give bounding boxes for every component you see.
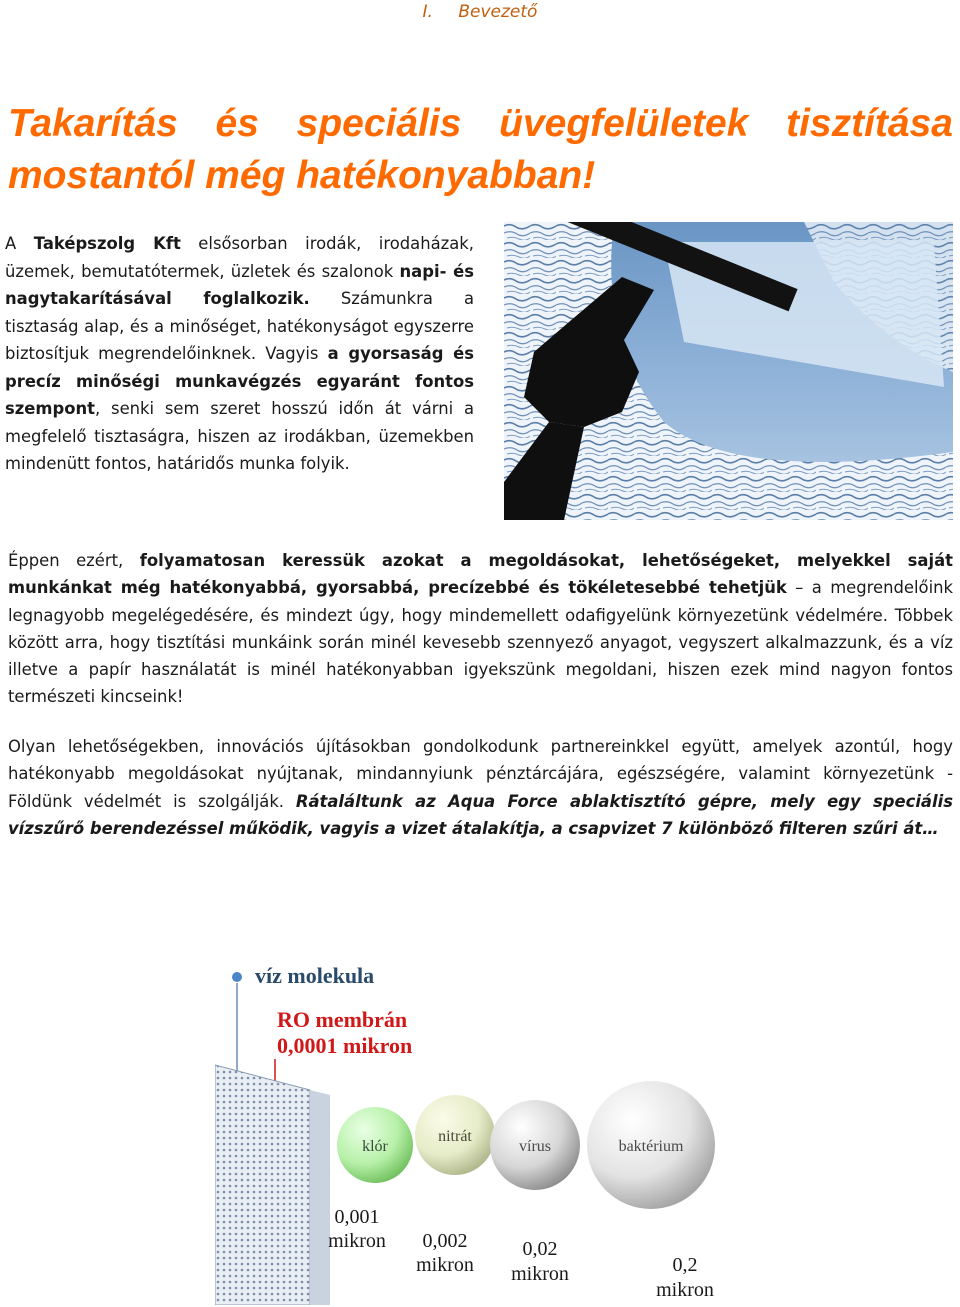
bacteria-unit: mikron (656, 1279, 714, 1301)
page-title: Takarítás és speciális üvegfelületek tisztítása mostantól még hatékonyabban! (8, 102, 953, 197)
intro-paragraph (5, 230, 474, 478)
chlorine-label: klór (362, 1138, 388, 1155)
virus-unit: mikron (511, 1263, 569, 1285)
bacteria-label: baktérium (618, 1138, 684, 1155)
membrane-size-label: 0,0001 mikron (277, 1033, 413, 1058)
bacteria-size: 0,2 (672, 1254, 698, 1276)
intro-text-3: Számunkra a tisztaság alap, és a minőséget, hatékonyságot egyszerre biztosítjuk megrendelőinknek. Vagyis (5, 289, 474, 363)
chapter-label: Bevezető (458, 2, 538, 22)
p3-highlight: Rátaláltunk az Aqua Force ablaktisztító gépre, mely egy speciális vízszűrő berendezéssel működik, vagyis a vizet átalakítja, a csapvizet 7 különböző filteren szűri át… (8, 791, 953, 838)
nitrate-size: 0,002 (422, 1230, 468, 1252)
p2-text-2: – a megrendelőink legnagyobb megelégedésére, és mindezt úgy, hogy mindemellett odafigyelünk környezetünk védelmére. Többek között arra, hogy tisztítási munkáink során minél kevesebb szennyező anyagot, vegyszert alkalmazzunk, és a víz illetve a papír használatát is minél hatékonyabban igyekszünk megoldani, hiszen ezek mind nagyon fontos természeti kincseink! (8, 578, 954, 707)
chlorine-unit: mikron (328, 1230, 386, 1252)
membrane-edge (310, 1090, 330, 1305)
p2-bold: folyamatosan keressük azokat a megoldásokat, lehetőségeket, melyekkel saját munkánkat még hatékonyabbá, gyorsabbá, precízebbé és tökéletesebbé tehetjük (8, 551, 953, 598)
water-molecule-icon (232, 972, 242, 982)
chlorine-size: 0,001 (334, 1206, 380, 1228)
paragraph-innovation (8, 733, 953, 842)
squeegee-photo (504, 222, 953, 520)
membrane-label: RO membrán (277, 1007, 408, 1032)
intro-text-4: , senki sem szeret hosszú időn át várni a megfelelő tisztaságra, hiszen az irodákban, üzemekben mindenütt fontos, határidős munka folyik. (5, 399, 474, 473)
nitrate-label: nitrát (438, 1128, 472, 1145)
paragraph-solutions (8, 547, 953, 711)
water-molecule-label: víz molekula (255, 963, 375, 988)
virus-label: vírus (519, 1138, 551, 1155)
virus-size: 0,02 (522, 1238, 558, 1260)
intro-text-2: elsősorban irodák, irodaházak, üzemek, bemutatótermek, üzletek és szalonok (5, 234, 474, 281)
ro-membrane-diagram (215, 955, 735, 1305)
intro-bold-cleaning: napi- és nagytakarításával foglalkozik. (5, 261, 475, 308)
intro-bold-speed: a gyorsaság és precíz minőségi munkavégzés egyaránt fontos szempont (5, 344, 474, 418)
intro-text-1: A (5, 234, 34, 253)
membrane-mesh (215, 1065, 310, 1305)
nitrate-unit: mikron (416, 1254, 474, 1276)
page-header (0, 0, 960, 23)
chapter-number: I. (422, 2, 433, 22)
company-name: Taképszolg Kft (33, 234, 181, 253)
p2-text-1: Éppen ezért, (8, 551, 140, 570)
p3-text-1: Olyan lehetőségekben, innovációs újításokban gondolkodunk partnereinkkel együtt, amelyek azontúl, hogy hatékonyabb megoldásokat nyújtanak, mindannyiunk pénztárcájára, egészségére, valamint környezetünk - Földünk védelmét is szolgálják. (8, 737, 953, 811)
